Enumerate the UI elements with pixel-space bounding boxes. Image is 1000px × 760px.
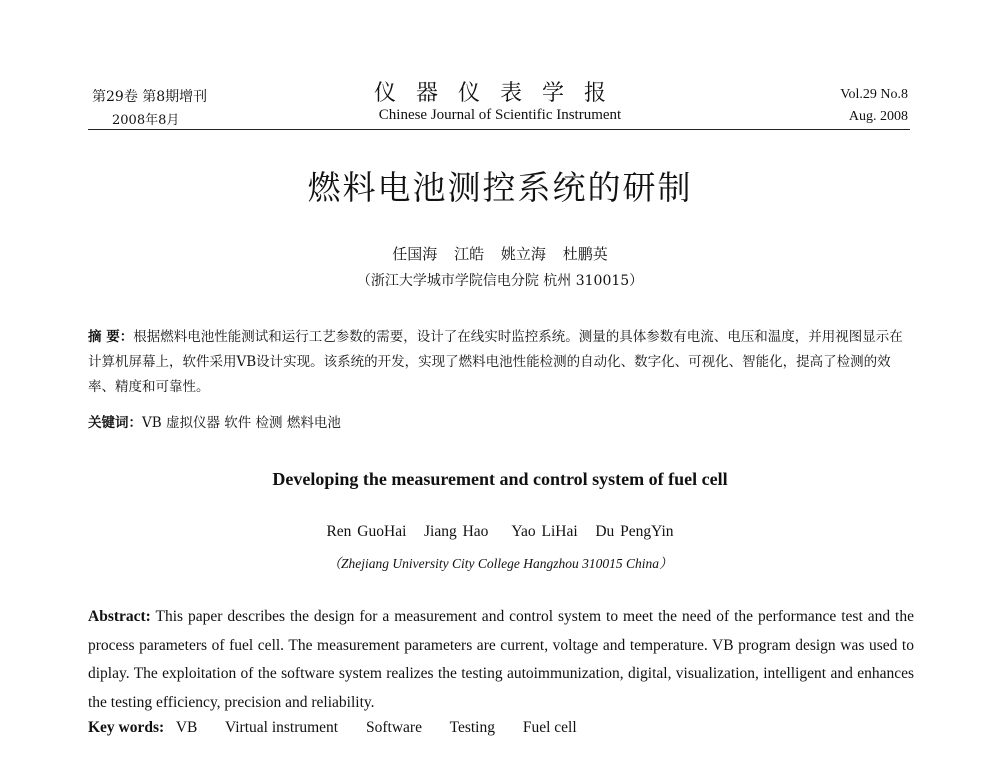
abstract-label-en: Abstract: (88, 608, 151, 625)
abstract-label-cn: 摘 要： (88, 329, 134, 345)
authors-en (0, 523, 1000, 541)
authors-cn (0, 243, 1000, 264)
affiliation-en: （Zhejiang University City College Hangzhou 310015 China） (327, 556, 673, 571)
paper-title-cn: 燃料电池测控系统的研制 (307, 168, 693, 207)
keyword-en: VB (175, 719, 198, 736)
keywords-label-cn: 关键词： (88, 415, 142, 431)
issue-date-cn: 2008年8月 (112, 113, 180, 128)
paper-title-en: Developing the measurement and control system of fuel cell (272, 469, 728, 489)
keywords-label-en: Key words: (88, 719, 165, 736)
author-cn: 江皓 (454, 245, 485, 263)
abstract-en (88, 603, 914, 717)
author-cn: 任国海 (392, 245, 438, 263)
affiliation-cn: （浙江大学城市学院信电分院 杭州 310015） (356, 273, 644, 289)
keyword-en: Virtual instrument (224, 719, 339, 736)
author-en: Jiang Hao (424, 523, 489, 540)
issue-date-en: Aug. 2008 (848, 109, 908, 124)
volume-issue: 第29卷 第8期增刊 (92, 89, 208, 105)
abstract-text-en: This paper describes the design for a measurement and control system to meet the need of the performance test and the process parameters of fuel cell. The measurement parameters are current, voltage and temperature. VB program design was used to diplay. The exploitation of the software system realizes the testing autoimmunization, digital, visualization, intelligent and enhances the testing efficiency, precision and reliability. (88, 608, 914, 711)
author-cn: 姚立海 (500, 245, 546, 263)
abstract-cn (88, 325, 914, 400)
keyword-en: Software (366, 719, 422, 736)
author-en: Du PengYin (595, 523, 674, 540)
journal-title-en: Chinese Journal of Scientific Instrument (378, 107, 622, 123)
header-rule (88, 129, 910, 130)
author-en: Yao LiHai (511, 523, 578, 540)
keywords-cn (88, 411, 341, 431)
keywords-text-cn: VB 虚拟仪器 软件 检测 燃料电池 (142, 415, 341, 431)
keyword-en: Fuel cell (522, 719, 577, 736)
keywords-en (88, 719, 601, 737)
author-cn: 杜鹏英 (562, 245, 608, 263)
author-en: Ren GuoHai (326, 523, 407, 540)
journal-title-cn: 仪器仪表学报 (373, 81, 626, 106)
abstract-text-cn: 根据燃料电池性能测试和运行工艺参数的需要，设计了在线实时监控系统。测量的具体参数有电流、电压和温度，并用视图显示在计算机屏幕上，软件采用VB设计实现。该系统的开发，实现了燃料电池性能检测的自动化、数字化、可视化、智能化，提高了检测的效率、精度和可靠性。 (88, 329, 903, 395)
volume-en: Vol.29 No.8 (840, 87, 908, 102)
keyword-en: Testing (449, 719, 495, 736)
